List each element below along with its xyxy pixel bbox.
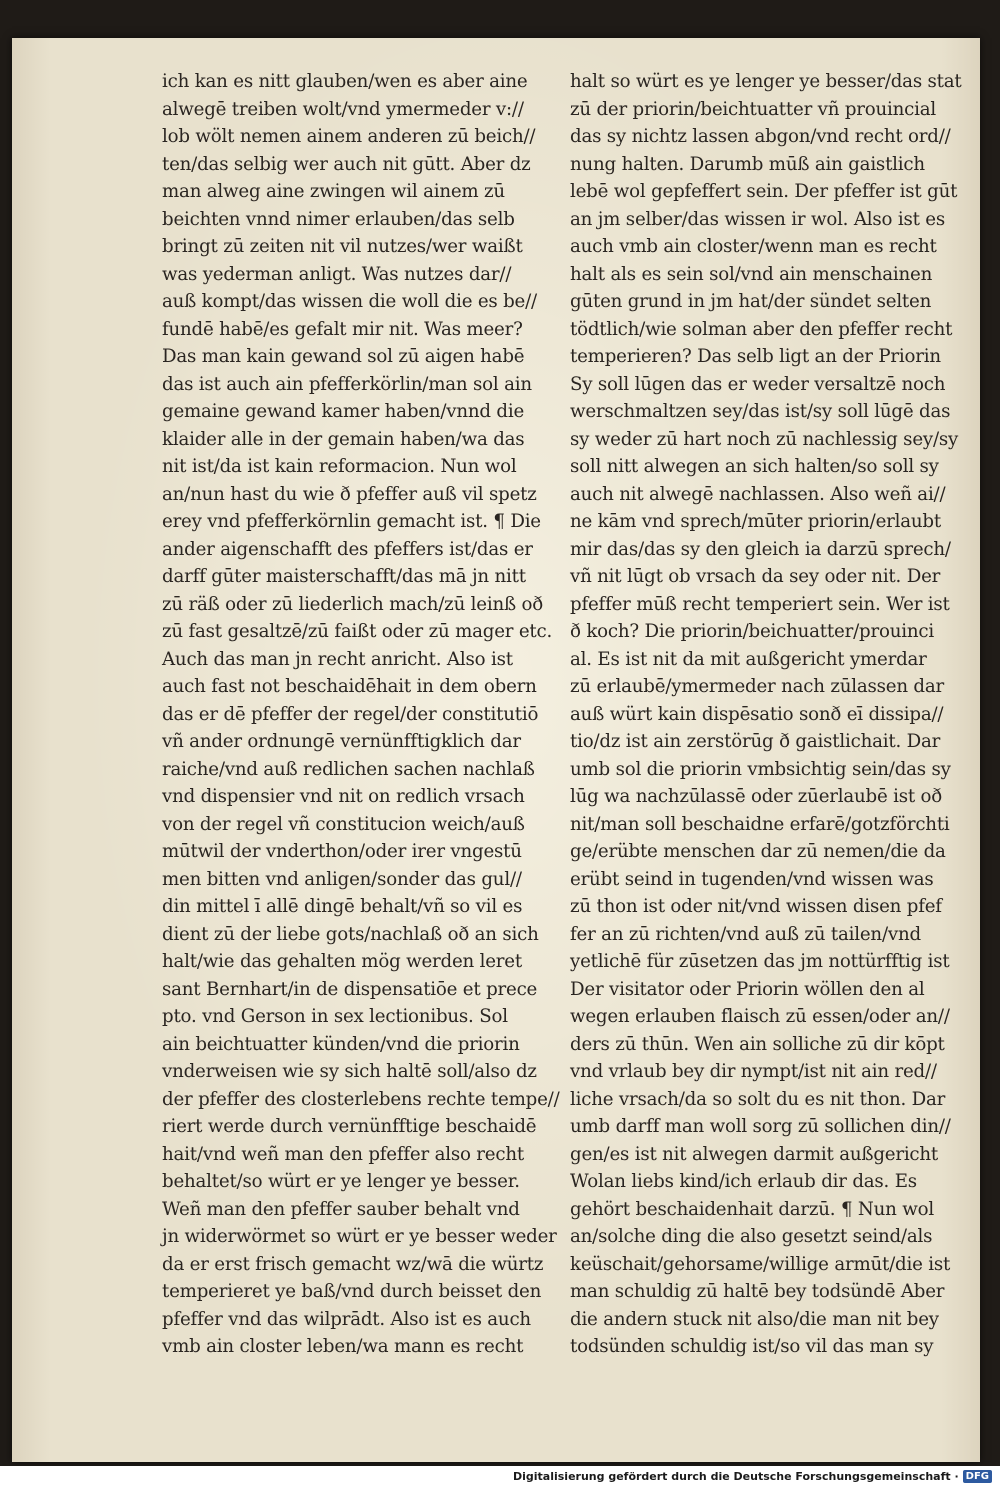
text-line: ich kan es nitt glauben/wen es aber aine [162,71,528,92]
right-text-column [570,68,970,1361]
text-line: man schuldig zū haltē bey todsündē Aber [570,1281,945,1302]
text-line: Der visitator oder Priorin wöllen den al [570,978,925,1000]
text-line: zū thon ist oder nit/vnd wissen disen pfef [570,896,942,917]
text-line: vnderweisen wie sy sich haltē soll/also dz [162,1061,537,1082]
text-line: Weñ man den pfeffer sauber behalt vnd [162,1198,520,1220]
text-line: temperieren? Das selb ligt an der Priorin [570,346,941,367]
text-line: ge/erübte menschen dar zū nemen/die da [570,841,946,862]
text-line: erübt seind in tugenden/vnd wissen was [570,868,934,890]
text-line: sy weder zū hart noch zū nachlessig sey/sy [570,428,959,450]
text-line: beichten vnnd nimer erlauben/das selb [162,208,515,230]
text-line: umb sol die priorin vmbsichtig sein/das sy [570,758,951,780]
text-line: gūten grund in jm hat/der sündet selten [570,291,932,312]
text-line: vñ nit lūgt ob vrsach da sey oder nit. Der [570,566,941,587]
text-line: tio/dz ist ain zerstörūg ð gaistlichait. Dar [570,731,941,752]
text-line: zū fast gesaltzē/zū faißt oder zū mager etc. [162,621,553,642]
text-line: klaider alle in der gemain haben/wa das [162,428,525,450]
text-line: auch fast not beschaidēhait in dem obern [162,676,537,697]
text-line: lūg wa nachzūlassē oder zūerlaubē ist oð [570,786,943,807]
text-line: vnd vrlaub bey dir nympt/ist nit ain red// [570,1061,937,1082]
text-line: dient zū der liebe gots/nachlaß oð an sich [162,923,539,945]
text-line: das ist auch ain pfefferkörlin/man sol ain [162,373,532,395]
text-line: sant Bernhart/in de dispensatiōe et prece [162,978,538,1000]
text-line: temperieret ye baß/vnd durch beisset den [162,1281,542,1302]
text-line: vnd dispensier vnd nit on redlich vrsach [162,786,525,807]
text-line: jn widerwörmet so würt er ye besser weder [162,1226,557,1247]
text-line: tödtlich/wie solman aber den pfeffer recht [570,318,953,340]
text-line: nit ist/da ist kain reformacion. Nun wol [162,456,517,477]
text-line: Das man kain gewand sol zū aigen habē [162,346,525,367]
text-line: ain beichtuatter künden/vnd die priorin [162,1033,520,1055]
text-line: mūtwil der vnderthon/oder irer vngestū [162,841,522,862]
text-line: auch vmb ain closter/wenn man es recht [570,236,937,257]
text-line: vñ ander ordnungē vernünfftigklich dar [162,731,521,752]
text-line: zū der priorin/beichtuatter vñ prouincial [570,98,937,120]
text-line: umb darff man woll sorg zū sollichen din// [570,1116,951,1137]
text-line: raiche/vnd auß redlichen sachen nachlaß [162,758,535,780]
text-line: Auch das man jn recht anricht. Also ist [162,648,513,670]
text-line: die andern stuck nit also/die man nit bey [570,1308,939,1330]
text-line: pfeffer mūß recht temperiert sein. Wer ist [570,593,950,615]
text-line: keüschait/gehorsame/willige armūt/die ist [570,1253,951,1275]
text-line: ten/das selbig wer auch nit gūtt. Aber dz [162,153,531,175]
text-line: riert werde durch vernünfftige beschaidē [162,1116,537,1137]
text-line: auß kompt/das wissen die woll die es be// [162,291,537,312]
text-line: din mittel ī allē dingē behalt/vñ so vil es [162,896,523,917]
text-line: pto. vnd Gerson in sex lectionibus. Sol [162,1006,508,1027]
text-line: ander aigenschafft des pfeffers ist/das er [162,538,533,560]
text-line: Wolan liebs kind/ich erlaub dir das. Es [570,1171,917,1192]
text-line: ð koch? Die priorin/beichuatter/prouinci [570,621,934,642]
text-line: nit/man soll beschaidne erfarē/gotzförchti [570,813,950,835]
text-line: lebē wol gepfeffert sein. Der pfeffer ist gūt [570,181,958,202]
text-line: werschmaltzen sey/das ist/sy soll lūgē das [570,401,951,422]
text-line: man alweg aine zwingen wil ainem zū [162,181,505,202]
text-line: halt/wie das gehalten mög werden leret [162,951,522,972]
text-line: auß würt kain dispēsatio sonð eī dissipa// [570,703,944,725]
text-line: zū räß oder zū liederlich mach/zū leinß oð [162,593,543,615]
text-line: yetlichē für zūsetzen das jm nottürfftig ist [570,951,950,972]
text-line: der pfeffer des closterlebens rechte tempe// [162,1088,560,1110]
text-line: al. Es ist nit da mit außgericht ymerdar [570,648,927,670]
text-line: von der regel vñ constitucion weich/auß [162,813,525,835]
text-line: todsünden schuldig ist/so vil das man sy [570,1336,934,1357]
text-line: bringt zū zeiten nit vil nutzes/wer waißt [162,236,523,257]
text-line: halt als es sein sol/vnd ain menschainen [570,263,933,285]
text-line: wegen erlauben flaisch zū essen/oder an// [570,1006,950,1027]
text-line: da er erst frisch gemacht wz/wā die würtz [162,1253,544,1275]
text-line: fundē habē/es gefalt mir nit. Was meer? [162,318,523,340]
text-line: soll nitt alwegen an sich halten/so soll sy [570,456,939,477]
text-line: lob wölt nemen ainem anderen zū beich// [162,126,536,147]
text-line: pfeffer vnd das wilprādt. Also ist es auch [162,1308,531,1330]
text-line: fer an zū richten/vnd auß zū tailen/vnd [570,923,921,945]
text-line: vmb ain closter leben/wa mann es recht [162,1336,524,1357]
text-line: darff gūter maisterschafft/das mā jn nitt [162,566,526,587]
dfg-logo-icon: DFG [963,1470,992,1483]
text-line: an/solche ding die also gesetzt seind/als [570,1226,933,1247]
text-line: behaltet/so würt er ye lenger ye besser. [162,1171,520,1192]
text-line: liche vrsach/da so solt du es nit thon. Dar [570,1088,946,1110]
text-line: das sy nichtz lassen abgon/vnd recht ord// [570,126,951,147]
funding-credit-text: Digitalisierung gefördert durch die Deutsche Forschungsgemeinschaft · [512,1469,959,1483]
text-line: ders zū thūn. Wen ain solliche zū dir kōpt [570,1033,945,1055]
text-line: gen/es ist nit alwegen darmit außgericht [570,1143,939,1165]
text-line: mir das/das sy den gleich ia darzū sprech/ [570,538,951,560]
text-line: gemaine gewand kamer haben/vnnd die [162,401,525,422]
text-line: zū erlaubē/ymermeder nach zūlassen dar [570,676,945,697]
text-line: auch nit alwegē nachlassen. Also weñ ai// [570,483,946,505]
left-text-column [162,68,560,1361]
text-line: ne kām vnd sprech/mūter priorin/erlaubt [570,511,941,532]
text-line: gehört beschaidenhait darzū. ¶ Nun wol [570,1198,934,1220]
text-line: an/nun hast du wie ð pfeffer auß vil spetz [162,483,537,505]
text-line: halt so würt es ye lenger ye besser/das stat [570,71,962,92]
text-line: Sy soll lūgen das er weder versaltzē noch [570,373,946,395]
book-page [12,38,980,1462]
text-line: das er dē pfeffer der regel/der constitutiō [162,703,539,725]
text-line: erey vnd pfefferkörnlin gemacht ist. ¶ Die [162,511,541,532]
text-line: hait/vnd weñ man den pfeffer also recht [162,1143,524,1165]
footer-credit-bar [0,1466,1000,1486]
text-line: alwegē treiben wolt/vnd ymermeder v:// [162,98,524,120]
text-line: an jm selber/das wissen ir wol. Also ist es [570,208,945,230]
text-line: men bitten vnd anligen/sonder das gul// [162,868,522,890]
text-line: nung halten. Darumb mūß ain gaistlich [570,153,925,175]
text-line: was yederman anligt. Was nutzes dar// [162,263,512,285]
